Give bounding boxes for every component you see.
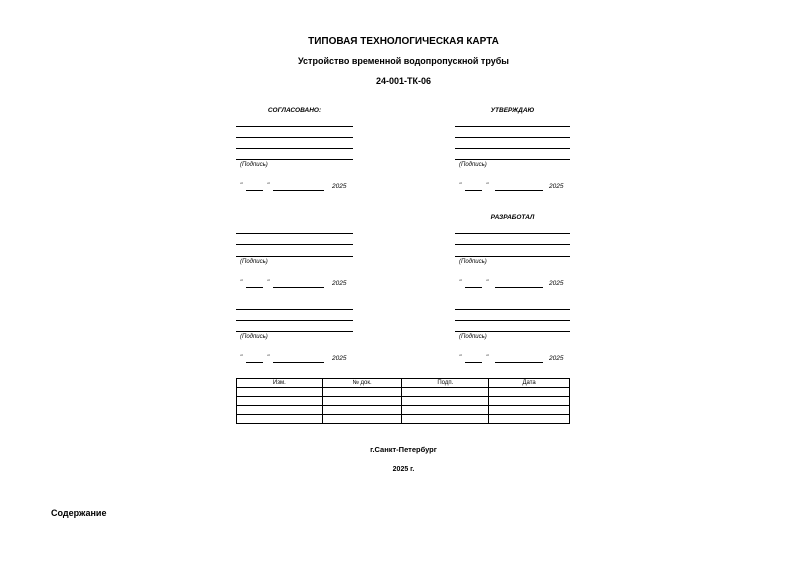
quote-mark: " [459, 354, 462, 361]
quote-mark: " [267, 279, 270, 286]
signature-caption: (Подпись) [459, 334, 487, 340]
table-cell [237, 406, 323, 415]
signature-line [455, 244, 570, 245]
year-text: 2025 [332, 183, 347, 190]
table-cell [489, 415, 570, 424]
approve-heading: УТВЕРЖДАЮ [490, 107, 535, 114]
table-cell [322, 415, 402, 424]
quote-mark: " [240, 182, 243, 189]
signature-line [236, 137, 353, 138]
date-field [459, 354, 579, 364]
table-row [237, 397, 570, 406]
document-code: 24-001-ТК-06 [375, 76, 432, 86]
table-row [237, 388, 570, 397]
signature-line [455, 233, 570, 234]
table-cell [322, 406, 402, 415]
signature-caption: (Подпись) [240, 259, 268, 265]
signature-caption: (Подпись) [459, 259, 487, 265]
revision-table [236, 378, 570, 424]
table-cell [402, 388, 489, 397]
date-field [240, 354, 360, 364]
month-line [273, 190, 324, 191]
year-text: 2025 [549, 280, 564, 287]
signature-line [236, 126, 353, 127]
date-field [240, 279, 360, 289]
quote-mark: " [459, 182, 462, 189]
signature-line [455, 331, 570, 332]
quote-mark: " [486, 354, 489, 361]
header-cell-change: Изм. [237, 379, 323, 388]
table-row [237, 415, 570, 424]
table-cell [237, 397, 323, 406]
day-line [465, 362, 482, 363]
signature-caption: (Подпись) [240, 334, 268, 340]
header-cell-date: Дата [489, 379, 570, 388]
signature-line [236, 233, 353, 234]
year-text: 2025 [332, 280, 347, 287]
table-cell [237, 415, 323, 424]
signature-line [236, 148, 353, 149]
document-subtitle: Устройство временной водопропускной трубы [298, 56, 509, 66]
header-cell-signature: Подп. [402, 379, 489, 388]
signature-line [236, 159, 353, 160]
day-line [465, 287, 482, 288]
month-line [495, 362, 543, 363]
day-line [246, 190, 263, 191]
signature-line [236, 320, 353, 321]
table-cell [489, 397, 570, 406]
table-cell [489, 406, 570, 415]
city-name: г.Санкт-Петербург [370, 445, 437, 454]
table-cell [402, 415, 489, 424]
date-field [240, 182, 360, 192]
quote-mark: " [486, 279, 489, 286]
signature-line [455, 126, 570, 127]
day-line [465, 190, 482, 191]
signature-caption: (Подпись) [459, 162, 487, 168]
document-year: 2025 г. [392, 466, 415, 473]
month-line [495, 287, 543, 288]
table-header-row [237, 379, 570, 388]
month-line [273, 362, 324, 363]
year-text: 2025 [549, 183, 564, 190]
signature-line [455, 148, 570, 149]
day-line [246, 287, 263, 288]
developed-heading: РАЗРАБОТАЛ [490, 214, 535, 221]
signature-line [236, 244, 353, 245]
table-cell [322, 388, 402, 397]
agreed-heading: СОГЛАСОВАНО: [267, 107, 322, 114]
signature-line [455, 159, 570, 160]
month-line [273, 287, 324, 288]
signature-line [236, 256, 353, 257]
quote-mark: " [267, 354, 270, 361]
year-text: 2025 [332, 355, 347, 362]
date-field [459, 182, 579, 192]
table-cell [237, 388, 323, 397]
signature-caption: (Подпись) [240, 162, 268, 168]
quote-mark: " [459, 279, 462, 286]
month-line [495, 190, 543, 191]
signature-line [455, 256, 570, 257]
table-cell [402, 406, 489, 415]
header-cell-doc-number: № док. [322, 379, 402, 388]
quote-mark: " [240, 279, 243, 286]
quote-mark: " [240, 354, 243, 361]
table-cell [402, 397, 489, 406]
document-title: ТИПОВАЯ ТЕХНОЛОГИЧЕСКАЯ КАРТА [308, 36, 499, 47]
table-cell [322, 397, 402, 406]
signature-line [236, 331, 353, 332]
signature-line [236, 309, 353, 310]
quote-mark: " [486, 182, 489, 189]
signature-line [455, 320, 570, 321]
quote-mark: " [267, 182, 270, 189]
signature-line [455, 137, 570, 138]
day-line [246, 362, 263, 363]
signature-line [455, 309, 570, 310]
table-row [237, 406, 570, 415]
year-text: 2025 [549, 355, 564, 362]
table-cell [489, 388, 570, 397]
date-field [459, 279, 579, 289]
contents-heading: Содержание [51, 508, 107, 518]
